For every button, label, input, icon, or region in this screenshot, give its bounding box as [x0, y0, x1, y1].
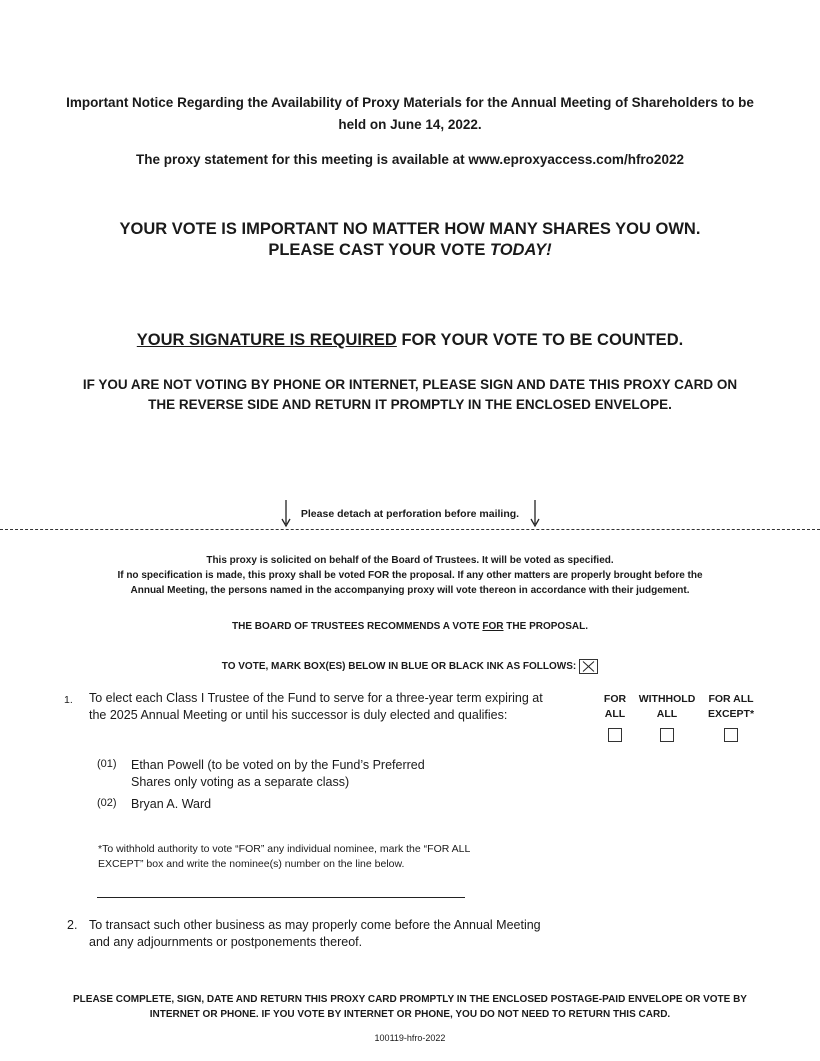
- solicitation-statement: [80, 553, 740, 598]
- vote-important-banner: [0, 219, 820, 261]
- marking-instructions: [0, 659, 820, 674]
- signature-required-underlined: YOUR SIGNATURE IS REQUIRED: [136, 331, 397, 349]
- withhold-all-checkbox[interactable]: [660, 728, 674, 742]
- vote-important-line2-prefix: PLEASE CAST YOUR VOTE: [268, 241, 490, 259]
- footer-line2: INTERNET OR PHONE. IF YOU VOTE BY INTERNET OR PHONE, YOU DO NOT NEED TO RETURN THIS CARD.: [149, 1009, 671, 1020]
- option-withhold-line2: ALL: [656, 708, 678, 720]
- nominee-name: Bryan A. Ward: [131, 797, 212, 811]
- option-withhold-line1: WITHHOLD: [638, 693, 696, 705]
- option-for-all-line1: FOR: [603, 693, 627, 705]
- option-for-all-except: [700, 692, 762, 742]
- solicit-line1: This proxy is solicited on behalf of the Board of Trustees. It will be voted as specified.: [206, 555, 614, 566]
- signature-required-rest: FOR YOUR VOTE TO BE COUNTED.: [396, 331, 684, 349]
- down-arrow-icon: [529, 500, 541, 528]
- solicit-line3: Annual Meeting, the persons named in the accompanying proxy will vote thereon in accordance with their judgement.: [130, 585, 690, 596]
- proposal2-number: 2.: [67, 918, 78, 932]
- notice-title: Important Notice Regarding the Availability of Proxy Materials for the Annual Meeting of Shareholders to be held on June 14, 2022.: [66, 95, 754, 132]
- proposal2: [67, 917, 567, 951]
- board-for: FOR: [482, 621, 504, 632]
- option-except-line2: EXCEPT*: [707, 708, 755, 720]
- signature-required-heading: [0, 331, 820, 350]
- nominee-number: (01): [97, 758, 117, 770]
- option-for-all-line2: ALL: [604, 708, 626, 720]
- nominee-name: Ethan Powell (to be voted on by the Fund’s Preferred Shares only voting as a separate class): [131, 758, 425, 789]
- proxy-statement-notice: The proxy statement for this meeting is available at www.eproxyaccess.com/hfro2022: [136, 152, 684, 167]
- nominee-number: (02): [97, 797, 117, 809]
- perforation-line: [0, 529, 820, 530]
- solicit-line2: If no specification is made, this proxy shall be voted FOR the proposal. If any other matters are properly brought before the: [117, 570, 703, 581]
- option-withhold-all: [634, 692, 700, 742]
- for-all-checkbox[interactable]: [608, 728, 622, 742]
- option-except-line1: FOR ALL: [708, 693, 754, 705]
- board-recommendation: [0, 621, 820, 632]
- nominee-number-write-line[interactable]: [97, 897, 465, 898]
- proposal1-number: 1.: [64, 694, 73, 706]
- return-instructions-footer: [60, 992, 760, 1022]
- detach-instruction: Please detach at perforation before mailing.: [300, 508, 520, 520]
- vote-important-line2: [0, 240, 820, 261]
- option-for-all: [595, 692, 635, 742]
- board-suffix: THE PROPOSAL.: [503, 621, 588, 632]
- board-prefix: THE BOARD OF TRUSTEES RECOMMENDS A VOTE: [232, 621, 483, 632]
- footer-line1: PLEASE COMPLETE, SIGN, DATE AND RETURN THIS PROXY CARD PROMPTLY IN THE ENCLOSED POSTAGE-PAID ENVELOPE OR VOTE BY: [73, 994, 747, 1005]
- document-code: 100119-hfro-2022: [374, 1033, 446, 1043]
- vote-important-line1: YOUR VOTE IS IMPORTANT NO MATTER HOW MANY SHARES YOU OWN.: [119, 220, 701, 238]
- proposal2-text: To transact such other business as may properly come before the Annual Meeting and any adjournments or postponements thereof.: [89, 918, 541, 949]
- proposal1-text: To elect each Class I Trustee of the Fund to serve for a three-year term expiring at the 2025 Annual Meeting or until his successor is duly elected and qualifies:: [89, 691, 543, 722]
- if-not-voting-instructions: IF YOU ARE NOT VOTING BY PHONE OR INTERNET, PLEASE SIGN AND DATE THIS PROXY CARD ON THE REVERSE SIDE AND RETURN IT PROMPTLY IN THE ENCLOSED ENVELOPE.: [82, 377, 738, 412]
- x-checkbox-icon: [579, 659, 598, 674]
- marking-instructions-text: TO VOTE, MARK BOX(ES) BELOW IN BLUE OR BLACK INK AS FOLLOWS:: [221, 661, 577, 673]
- withhold-instructions: *To withhold authority to vote “FOR” any individual nominee, mark the “FOR ALL EXCEPT” box and write the nominee(s) number on the line below.: [98, 843, 470, 870]
- for-all-except-checkbox[interactable]: [724, 728, 738, 742]
- vote-important-today: TODAY!: [489, 241, 552, 259]
